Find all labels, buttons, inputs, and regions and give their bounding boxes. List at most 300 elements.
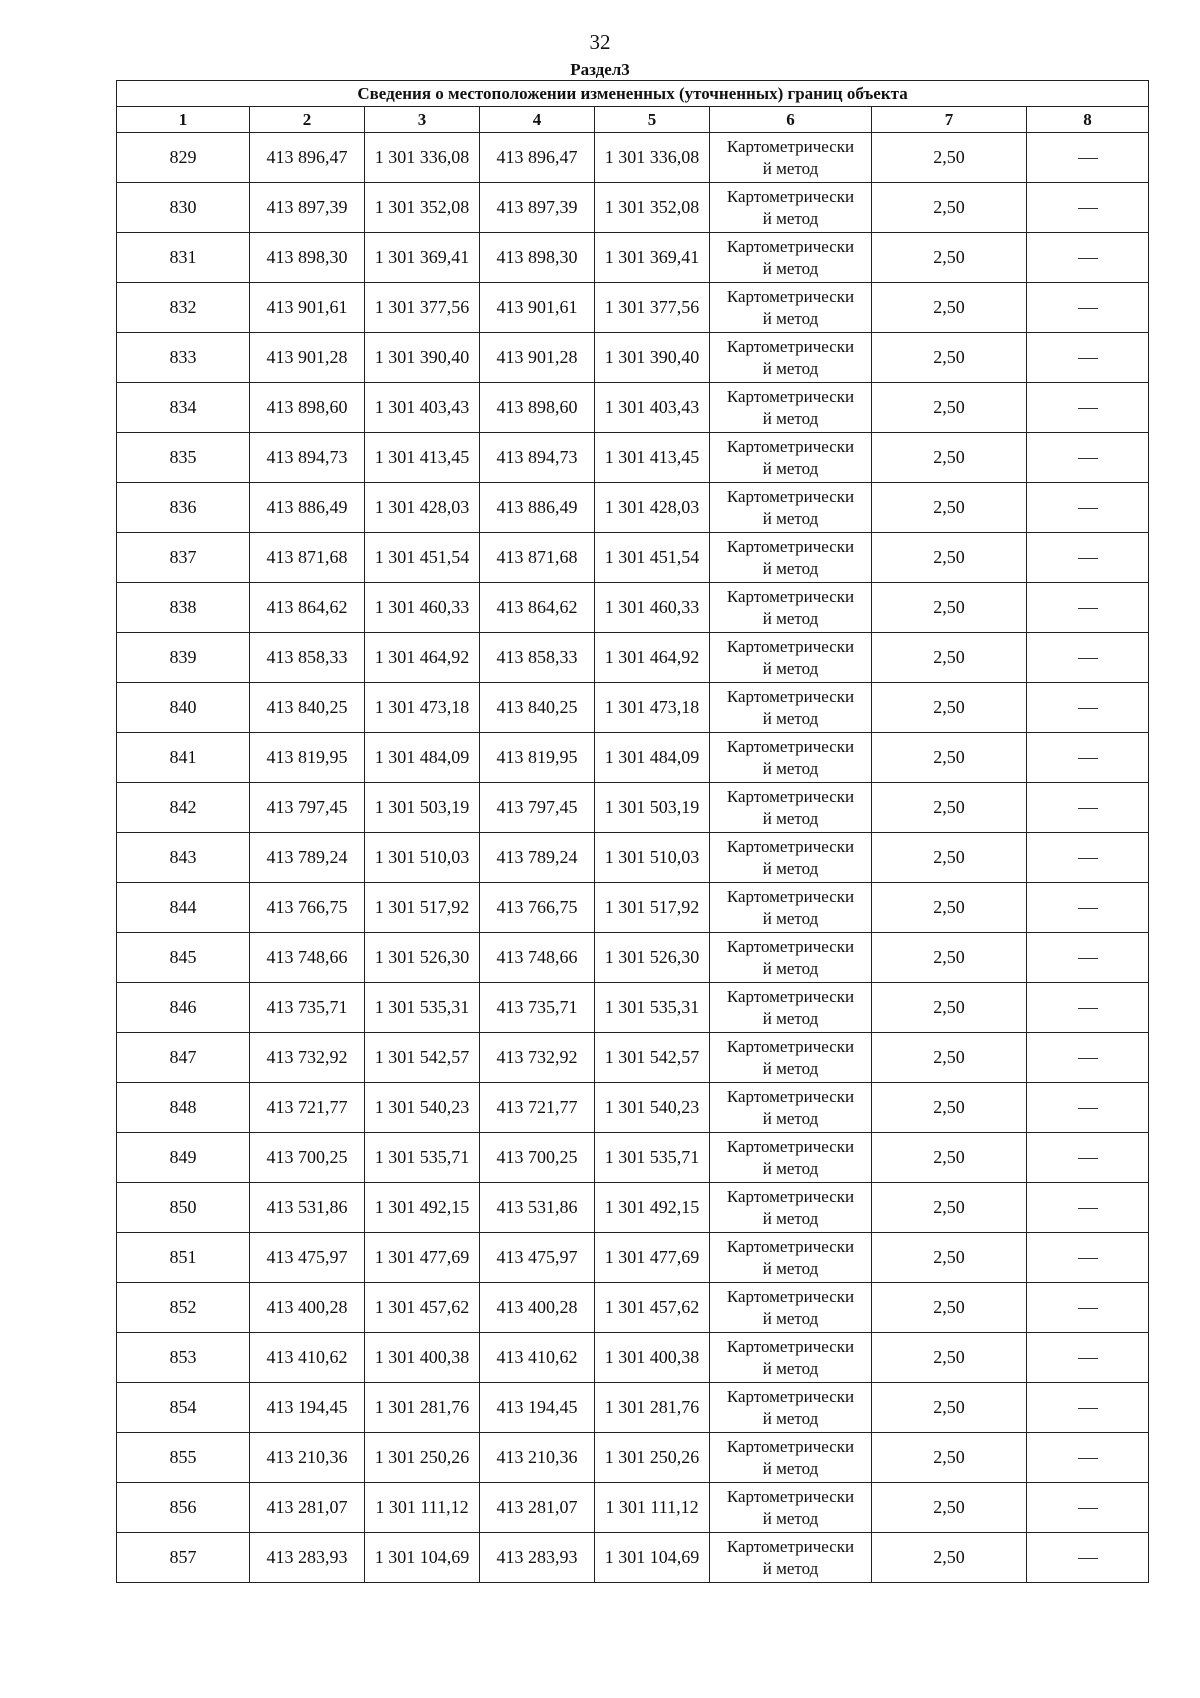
y-existing-cell: 1 301 535,71	[365, 1133, 480, 1183]
method-line-1: Картометрически	[726, 136, 855, 156]
x-new-cell: 413 766,75	[480, 883, 595, 933]
y-new-cell: 1 301 377,56	[595, 283, 710, 333]
method-line-2: й метод	[762, 1508, 819, 1528]
method-line-2: й метод	[762, 158, 819, 178]
table-caption: Сведения о местоположении измененных (уточненных) границ объекта	[117, 81, 1149, 107]
point-number-cell: 849	[117, 1133, 250, 1183]
dash-mark	[1078, 508, 1098, 509]
y-new-cell: 1 301 517,92	[595, 883, 710, 933]
point-number-cell: 844	[117, 883, 250, 933]
table-row	[117, 1433, 1149, 1483]
point-number-cell: 848	[117, 1083, 250, 1133]
table-row	[117, 433, 1149, 483]
y-existing-cell: 1 301 542,57	[365, 1033, 480, 1083]
method-line-1: Картометрически	[726, 436, 855, 456]
dash-mark	[1078, 408, 1098, 409]
y-new-cell: 1 301 464,92	[595, 633, 710, 683]
y-existing-cell: 1 301 369,41	[365, 233, 480, 283]
x-existing-cell: 413 281,07	[250, 1483, 365, 1533]
x-new-cell: 413 735,71	[480, 983, 595, 1033]
note-cell	[1027, 1083, 1149, 1133]
y-existing-cell: 1 301 503,19	[365, 783, 480, 833]
y-existing-cell: 1 301 111,12	[365, 1483, 480, 1533]
table-row	[117, 983, 1149, 1033]
table-row	[117, 383, 1149, 433]
method-cell	[710, 283, 872, 333]
method-line-2: й метод	[762, 1058, 819, 1078]
dash-mark	[1078, 958, 1098, 959]
method-line-1: Картометрически	[726, 1486, 855, 1506]
note-cell	[1027, 433, 1149, 483]
y-existing-cell: 1 301 281,76	[365, 1383, 480, 1433]
x-existing-cell: 413 789,24	[250, 833, 365, 883]
method-cell	[710, 783, 872, 833]
x-new-cell: 413 898,30	[480, 233, 595, 283]
y-existing-cell: 1 301 104,69	[365, 1533, 480, 1583]
x-new-cell: 413 748,66	[480, 933, 595, 983]
table-row	[117, 1283, 1149, 1333]
method-line-2: й метод	[762, 508, 819, 528]
method-line-2: й метод	[762, 1308, 819, 1328]
point-number-cell: 840	[117, 683, 250, 733]
point-number-cell: 847	[117, 1033, 250, 1083]
point-number-cell: 836	[117, 483, 250, 533]
x-new-cell: 413 410,62	[480, 1333, 595, 1383]
method-line-1: Картометрически	[726, 1536, 855, 1556]
method-cell	[710, 1083, 872, 1133]
method-line-2: й метод	[762, 958, 819, 978]
y-existing-cell: 1 301 473,18	[365, 683, 480, 733]
dash-mark	[1078, 1208, 1098, 1209]
accuracy-cell: 2,50	[872, 133, 1027, 183]
y-existing-cell: 1 301 510,03	[365, 833, 480, 883]
dash-mark	[1078, 908, 1098, 909]
x-existing-cell: 413 475,97	[250, 1233, 365, 1283]
dash-mark	[1078, 1058, 1098, 1059]
method-line-2: й метод	[762, 558, 819, 578]
accuracy-cell: 2,50	[872, 683, 1027, 733]
method-cell	[710, 683, 872, 733]
method-line-2: й метод	[762, 1108, 819, 1128]
x-existing-cell: 413 797,45	[250, 783, 365, 833]
y-new-cell: 1 301 352,08	[595, 183, 710, 233]
method-line-1: Картометрически	[726, 1436, 855, 1456]
y-existing-cell: 1 301 403,43	[365, 383, 480, 433]
note-cell	[1027, 1283, 1149, 1333]
method-line-1: Картометрически	[726, 1386, 855, 1406]
y-new-cell: 1 301 540,23	[595, 1083, 710, 1133]
accuracy-cell: 2,50	[872, 1383, 1027, 1433]
point-number-cell: 837	[117, 533, 250, 583]
accuracy-cell: 2,50	[872, 533, 1027, 583]
y-existing-cell: 1 301 400,38	[365, 1333, 480, 1383]
column-number: 7	[872, 107, 1027, 133]
table-row	[117, 1533, 1149, 1583]
method-cell	[710, 383, 872, 433]
method-line-1: Картометрически	[726, 636, 855, 656]
x-new-cell: 413 283,93	[480, 1533, 595, 1583]
y-new-cell: 1 301 526,30	[595, 933, 710, 983]
method-line-1: Картометрически	[726, 786, 855, 806]
x-new-cell: 413 886,49	[480, 483, 595, 533]
accuracy-cell: 2,50	[872, 733, 1027, 783]
y-existing-cell: 1 301 457,62	[365, 1283, 480, 1333]
table-row	[117, 233, 1149, 283]
y-existing-cell: 1 301 451,54	[365, 533, 480, 583]
note-cell	[1027, 1133, 1149, 1183]
method-cell	[710, 233, 872, 283]
dash-mark	[1078, 158, 1098, 159]
method-line-1: Картометрически	[726, 986, 855, 1006]
point-number-cell: 829	[117, 133, 250, 183]
y-new-cell: 1 301 535,71	[595, 1133, 710, 1183]
table-row	[117, 833, 1149, 883]
x-new-cell: 413 732,92	[480, 1033, 595, 1083]
method-line-1: Картометрически	[726, 186, 855, 206]
x-new-cell: 413 896,47	[480, 133, 595, 183]
x-new-cell: 413 210,36	[480, 1433, 595, 1483]
method-line-1: Картометрически	[726, 1036, 855, 1056]
page-number: 32	[589, 30, 611, 54]
point-number-cell: 838	[117, 583, 250, 633]
y-existing-cell: 1 301 517,92	[365, 883, 480, 933]
method-line-1: Картометрически	[726, 686, 855, 706]
y-new-cell: 1 301 403,43	[595, 383, 710, 433]
method-line-1: Картометрически	[726, 886, 855, 906]
method-line-2: й метод	[762, 258, 819, 278]
method-cell	[710, 1333, 872, 1383]
note-cell	[1027, 1433, 1149, 1483]
method-line-1: Картометрически	[726, 1186, 855, 1206]
method-cell	[710, 933, 872, 983]
note-cell	[1027, 1333, 1149, 1383]
x-new-cell: 413 475,97	[480, 1233, 595, 1283]
accuracy-cell: 2,50	[872, 383, 1027, 433]
accuracy-cell: 2,50	[872, 283, 1027, 333]
x-existing-cell: 413 732,92	[250, 1033, 365, 1083]
method-cell	[710, 333, 872, 383]
note-cell	[1027, 933, 1149, 983]
accuracy-cell: 2,50	[872, 1033, 1027, 1083]
dash-mark	[1078, 358, 1098, 359]
method-line-2: й метод	[762, 458, 819, 478]
method-line-1: Картометрически	[726, 736, 855, 756]
x-existing-cell: 413 400,28	[250, 1283, 365, 1333]
dash-mark	[1078, 1308, 1098, 1309]
x-new-cell: 413 858,33	[480, 633, 595, 683]
y-existing-cell: 1 301 477,69	[365, 1233, 480, 1283]
method-line-1: Картометрически	[726, 1286, 855, 1306]
x-new-cell: 413 864,62	[480, 583, 595, 633]
accuracy-cell: 2,50	[872, 1233, 1027, 1283]
note-cell	[1027, 133, 1149, 183]
y-new-cell: 1 301 451,54	[595, 533, 710, 583]
table-row	[117, 583, 1149, 633]
method-line-1: Картометрически	[726, 936, 855, 956]
accuracy-cell: 2,50	[872, 883, 1027, 933]
point-number-cell: 857	[117, 1533, 250, 1583]
method-cell	[710, 133, 872, 183]
x-new-cell: 413 789,24	[480, 833, 595, 883]
point-number-cell: 843	[117, 833, 250, 883]
coordinates-table	[116, 80, 1149, 1583]
point-number-cell: 833	[117, 333, 250, 383]
note-cell	[1027, 733, 1149, 783]
method-cell	[710, 1533, 872, 1583]
x-existing-cell: 413 283,93	[250, 1533, 365, 1583]
dash-mark	[1078, 808, 1098, 809]
table-row	[117, 633, 1149, 683]
point-number-cell: 834	[117, 383, 250, 433]
table-row	[117, 1133, 1149, 1183]
note-cell	[1027, 1383, 1149, 1433]
method-line-1: Картометрически	[726, 1136, 855, 1156]
accuracy-cell: 2,50	[872, 333, 1027, 383]
method-line-2: й метод	[762, 358, 819, 378]
method-line-2: й метод	[762, 1208, 819, 1228]
note-cell	[1027, 483, 1149, 533]
column-number: 8	[1027, 107, 1149, 133]
x-existing-cell: 413 898,30	[250, 233, 365, 283]
method-cell	[710, 1483, 872, 1533]
method-cell	[710, 183, 872, 233]
accuracy-cell: 2,50	[872, 783, 1027, 833]
x-new-cell: 413 840,25	[480, 683, 595, 733]
accuracy-cell: 2,50	[872, 1333, 1027, 1383]
note-cell	[1027, 183, 1149, 233]
x-existing-cell: 413 894,73	[250, 433, 365, 483]
table-row	[117, 783, 1149, 833]
point-number-cell: 845	[117, 933, 250, 983]
dash-mark	[1078, 1358, 1098, 1359]
point-number-cell: 832	[117, 283, 250, 333]
column-number: 1	[117, 107, 250, 133]
y-new-cell: 1 301 510,03	[595, 833, 710, 883]
y-existing-cell: 1 301 484,09	[365, 733, 480, 783]
table-row	[117, 283, 1149, 333]
dash-mark	[1078, 708, 1098, 709]
x-new-cell: 413 898,60	[480, 383, 595, 433]
method-cell	[710, 1283, 872, 1333]
y-new-cell: 1 301 460,33	[595, 583, 710, 633]
y-new-cell: 1 301 535,31	[595, 983, 710, 1033]
table-row	[117, 883, 1149, 933]
table-row	[117, 733, 1149, 783]
y-new-cell: 1 301 250,26	[595, 1433, 710, 1483]
note-cell	[1027, 1233, 1149, 1283]
method-cell	[710, 733, 872, 783]
note-cell	[1027, 683, 1149, 733]
method-cell	[710, 1433, 872, 1483]
y-new-cell: 1 301 503,19	[595, 783, 710, 833]
note-cell	[1027, 233, 1149, 283]
dash-mark	[1078, 758, 1098, 759]
y-existing-cell: 1 301 390,40	[365, 333, 480, 383]
x-new-cell: 413 897,39	[480, 183, 595, 233]
x-existing-cell: 413 886,49	[250, 483, 365, 533]
note-cell	[1027, 633, 1149, 683]
method-line-1: Картометрически	[726, 286, 855, 306]
column-number: 5	[595, 107, 710, 133]
note-cell	[1027, 783, 1149, 833]
accuracy-cell: 2,50	[872, 1133, 1027, 1183]
point-number-cell: 841	[117, 733, 250, 783]
x-new-cell: 413 797,45	[480, 783, 595, 833]
y-existing-cell: 1 301 535,31	[365, 983, 480, 1033]
y-existing-cell: 1 301 336,08	[365, 133, 480, 183]
point-number-cell: 830	[117, 183, 250, 233]
x-existing-cell: 413 864,62	[250, 583, 365, 633]
method-line-1: Картометрически	[726, 1086, 855, 1106]
method-line-1: Картометрически	[726, 236, 855, 256]
dash-mark	[1078, 1108, 1098, 1109]
method-cell	[710, 983, 872, 1033]
note-cell	[1027, 1533, 1149, 1583]
y-existing-cell: 1 301 377,56	[365, 283, 480, 333]
method-cell	[710, 1033, 872, 1083]
table-row	[117, 1083, 1149, 1133]
x-existing-cell: 413 858,33	[250, 633, 365, 683]
method-line-2: й метод	[762, 758, 819, 778]
table-row	[117, 133, 1149, 183]
method-cell	[710, 1383, 872, 1433]
x-existing-cell: 413 901,61	[250, 283, 365, 333]
dash-mark	[1078, 208, 1098, 209]
y-existing-cell: 1 301 540,23	[365, 1083, 480, 1133]
method-line-2: й метод	[762, 908, 819, 928]
y-new-cell: 1 301 281,76	[595, 1383, 710, 1433]
method-line-2: й метод	[762, 608, 819, 628]
point-number-cell: 842	[117, 783, 250, 833]
x-existing-cell: 413 210,36	[250, 1433, 365, 1483]
accuracy-cell: 2,50	[872, 633, 1027, 683]
x-existing-cell: 413 901,28	[250, 333, 365, 383]
note-cell	[1027, 283, 1149, 333]
x-new-cell: 413 194,45	[480, 1383, 595, 1433]
table-row	[117, 333, 1149, 383]
x-existing-cell: 413 700,25	[250, 1133, 365, 1183]
accuracy-cell: 2,50	[872, 833, 1027, 883]
dash-mark	[1078, 1258, 1098, 1259]
point-number-cell: 852	[117, 1283, 250, 1333]
table-row	[117, 1483, 1149, 1533]
method-line-2: й метод	[762, 808, 819, 828]
dash-mark	[1078, 1408, 1098, 1409]
method-line-1: Картометрически	[726, 336, 855, 356]
point-number-cell: 839	[117, 633, 250, 683]
x-new-cell: 413 819,95	[480, 733, 595, 783]
y-new-cell: 1 301 336,08	[595, 133, 710, 183]
method-line-2: й метод	[762, 858, 819, 878]
column-number: 6	[710, 107, 872, 133]
method-line-2: й метод	[762, 308, 819, 328]
method-cell	[710, 633, 872, 683]
table-row	[117, 1383, 1149, 1433]
method-line-1: Картометрически	[726, 586, 855, 606]
section-title: Раздел3	[570, 60, 630, 79]
dash-mark	[1078, 1158, 1098, 1159]
x-existing-cell: 413 819,95	[250, 733, 365, 783]
method-line-2: й метод	[762, 208, 819, 228]
table-row	[117, 683, 1149, 733]
method-line-2: й метод	[762, 1158, 819, 1178]
x-existing-cell: 413 531,86	[250, 1183, 365, 1233]
x-new-cell: 413 871,68	[480, 533, 595, 583]
method-cell	[710, 1233, 872, 1283]
accuracy-cell: 2,50	[872, 583, 1027, 633]
point-number-cell: 850	[117, 1183, 250, 1233]
point-number-cell: 855	[117, 1433, 250, 1483]
y-existing-cell: 1 301 526,30	[365, 933, 480, 983]
x-existing-cell: 413 871,68	[250, 533, 365, 583]
accuracy-cell: 2,50	[872, 1433, 1027, 1483]
y-new-cell: 1 301 111,12	[595, 1483, 710, 1533]
method-line-2: й метод	[762, 1358, 819, 1378]
method-line-2: й метод	[762, 658, 819, 678]
accuracy-cell: 2,50	[872, 433, 1027, 483]
table-row	[117, 933, 1149, 983]
table-row	[117, 533, 1149, 583]
method-cell	[710, 533, 872, 583]
note-cell	[1027, 383, 1149, 433]
x-existing-cell: 413 735,71	[250, 983, 365, 1033]
method-line-2: й метод	[762, 1408, 819, 1428]
table-row	[117, 183, 1149, 233]
y-new-cell: 1 301 400,38	[595, 1333, 710, 1383]
y-new-cell: 1 301 492,15	[595, 1183, 710, 1233]
point-number-cell: 854	[117, 1383, 250, 1433]
dash-mark	[1078, 1008, 1098, 1009]
x-existing-cell: 413 840,25	[250, 683, 365, 733]
method-line-1: Картометрически	[726, 836, 855, 856]
x-new-cell: 413 531,86	[480, 1183, 595, 1233]
method-cell	[710, 1133, 872, 1183]
dash-mark	[1078, 1508, 1098, 1509]
y-new-cell: 1 301 457,62	[595, 1283, 710, 1333]
point-number-cell: 835	[117, 433, 250, 483]
note-cell	[1027, 833, 1149, 883]
column-number: 2	[250, 107, 365, 133]
method-line-2: й метод	[762, 1458, 819, 1478]
y-existing-cell: 1 301 413,45	[365, 433, 480, 483]
accuracy-cell: 2,50	[872, 983, 1027, 1033]
accuracy-cell: 2,50	[872, 233, 1027, 283]
dash-mark	[1078, 658, 1098, 659]
method-cell	[710, 483, 872, 533]
note-cell	[1027, 883, 1149, 933]
table-body	[117, 133, 1149, 1583]
method-line-2: й метод	[762, 1008, 819, 1028]
accuracy-cell: 2,50	[872, 1183, 1027, 1233]
method-cell	[710, 583, 872, 633]
note-cell	[1027, 1483, 1149, 1533]
accuracy-cell: 2,50	[872, 183, 1027, 233]
x-new-cell: 413 901,28	[480, 333, 595, 383]
x-new-cell: 413 700,25	[480, 1133, 595, 1183]
dash-mark	[1078, 458, 1098, 459]
note-cell	[1027, 583, 1149, 633]
note-cell	[1027, 533, 1149, 583]
y-new-cell: 1 301 477,69	[595, 1233, 710, 1283]
note-cell	[1027, 1033, 1149, 1083]
method-cell	[710, 833, 872, 883]
y-existing-cell: 1 301 250,26	[365, 1433, 480, 1483]
dash-mark	[1078, 1458, 1098, 1459]
accuracy-cell: 2,50	[872, 933, 1027, 983]
x-new-cell: 413 400,28	[480, 1283, 595, 1333]
table-row	[117, 483, 1149, 533]
accuracy-cell: 2,50	[872, 1483, 1027, 1533]
